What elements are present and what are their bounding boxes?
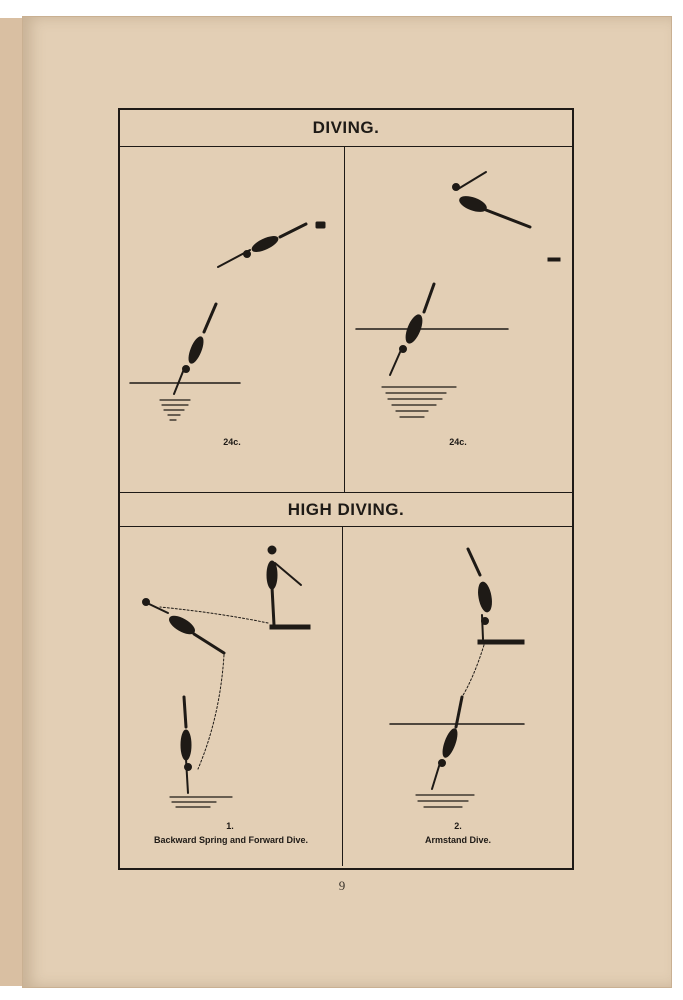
- top-divider: [344, 147, 345, 492]
- panel-bottom-left: [120, 527, 342, 866]
- diver-body: [250, 234, 280, 255]
- diver-illustration-bottom-left: [120, 527, 342, 866]
- diving-title: DIVING.: [120, 110, 572, 147]
- page-number: 9: [338, 878, 346, 893]
- label-24c-left: 24c.: [223, 437, 241, 447]
- figure-number-1: 1.: [226, 821, 234, 831]
- board-edge: [548, 258, 560, 261]
- diver-legs: [280, 224, 306, 237]
- caption-armstand-dive: Armstand Dive.: [424, 835, 492, 845]
- board-block: [316, 222, 325, 228]
- label-24c-right: 24c.: [449, 437, 467, 447]
- diver-illustration-bottom-right: [344, 527, 572, 866]
- armstand-board: [478, 640, 524, 644]
- panel-top-left: [120, 147, 344, 492]
- panel-top-right: [346, 147, 572, 492]
- diver-head: [244, 251, 251, 258]
- springboard: [270, 625, 310, 629]
- bottom-divider: [342, 527, 343, 866]
- figure-number-2: 2.: [454, 821, 462, 831]
- panel-bottom-right: [344, 527, 572, 866]
- caption-backward-spring: Backward Spring and Forward Dive.: [153, 835, 309, 845]
- illustration-plate: [118, 108, 574, 870]
- high-diving-title: HIGH DIVING.: [120, 492, 572, 527]
